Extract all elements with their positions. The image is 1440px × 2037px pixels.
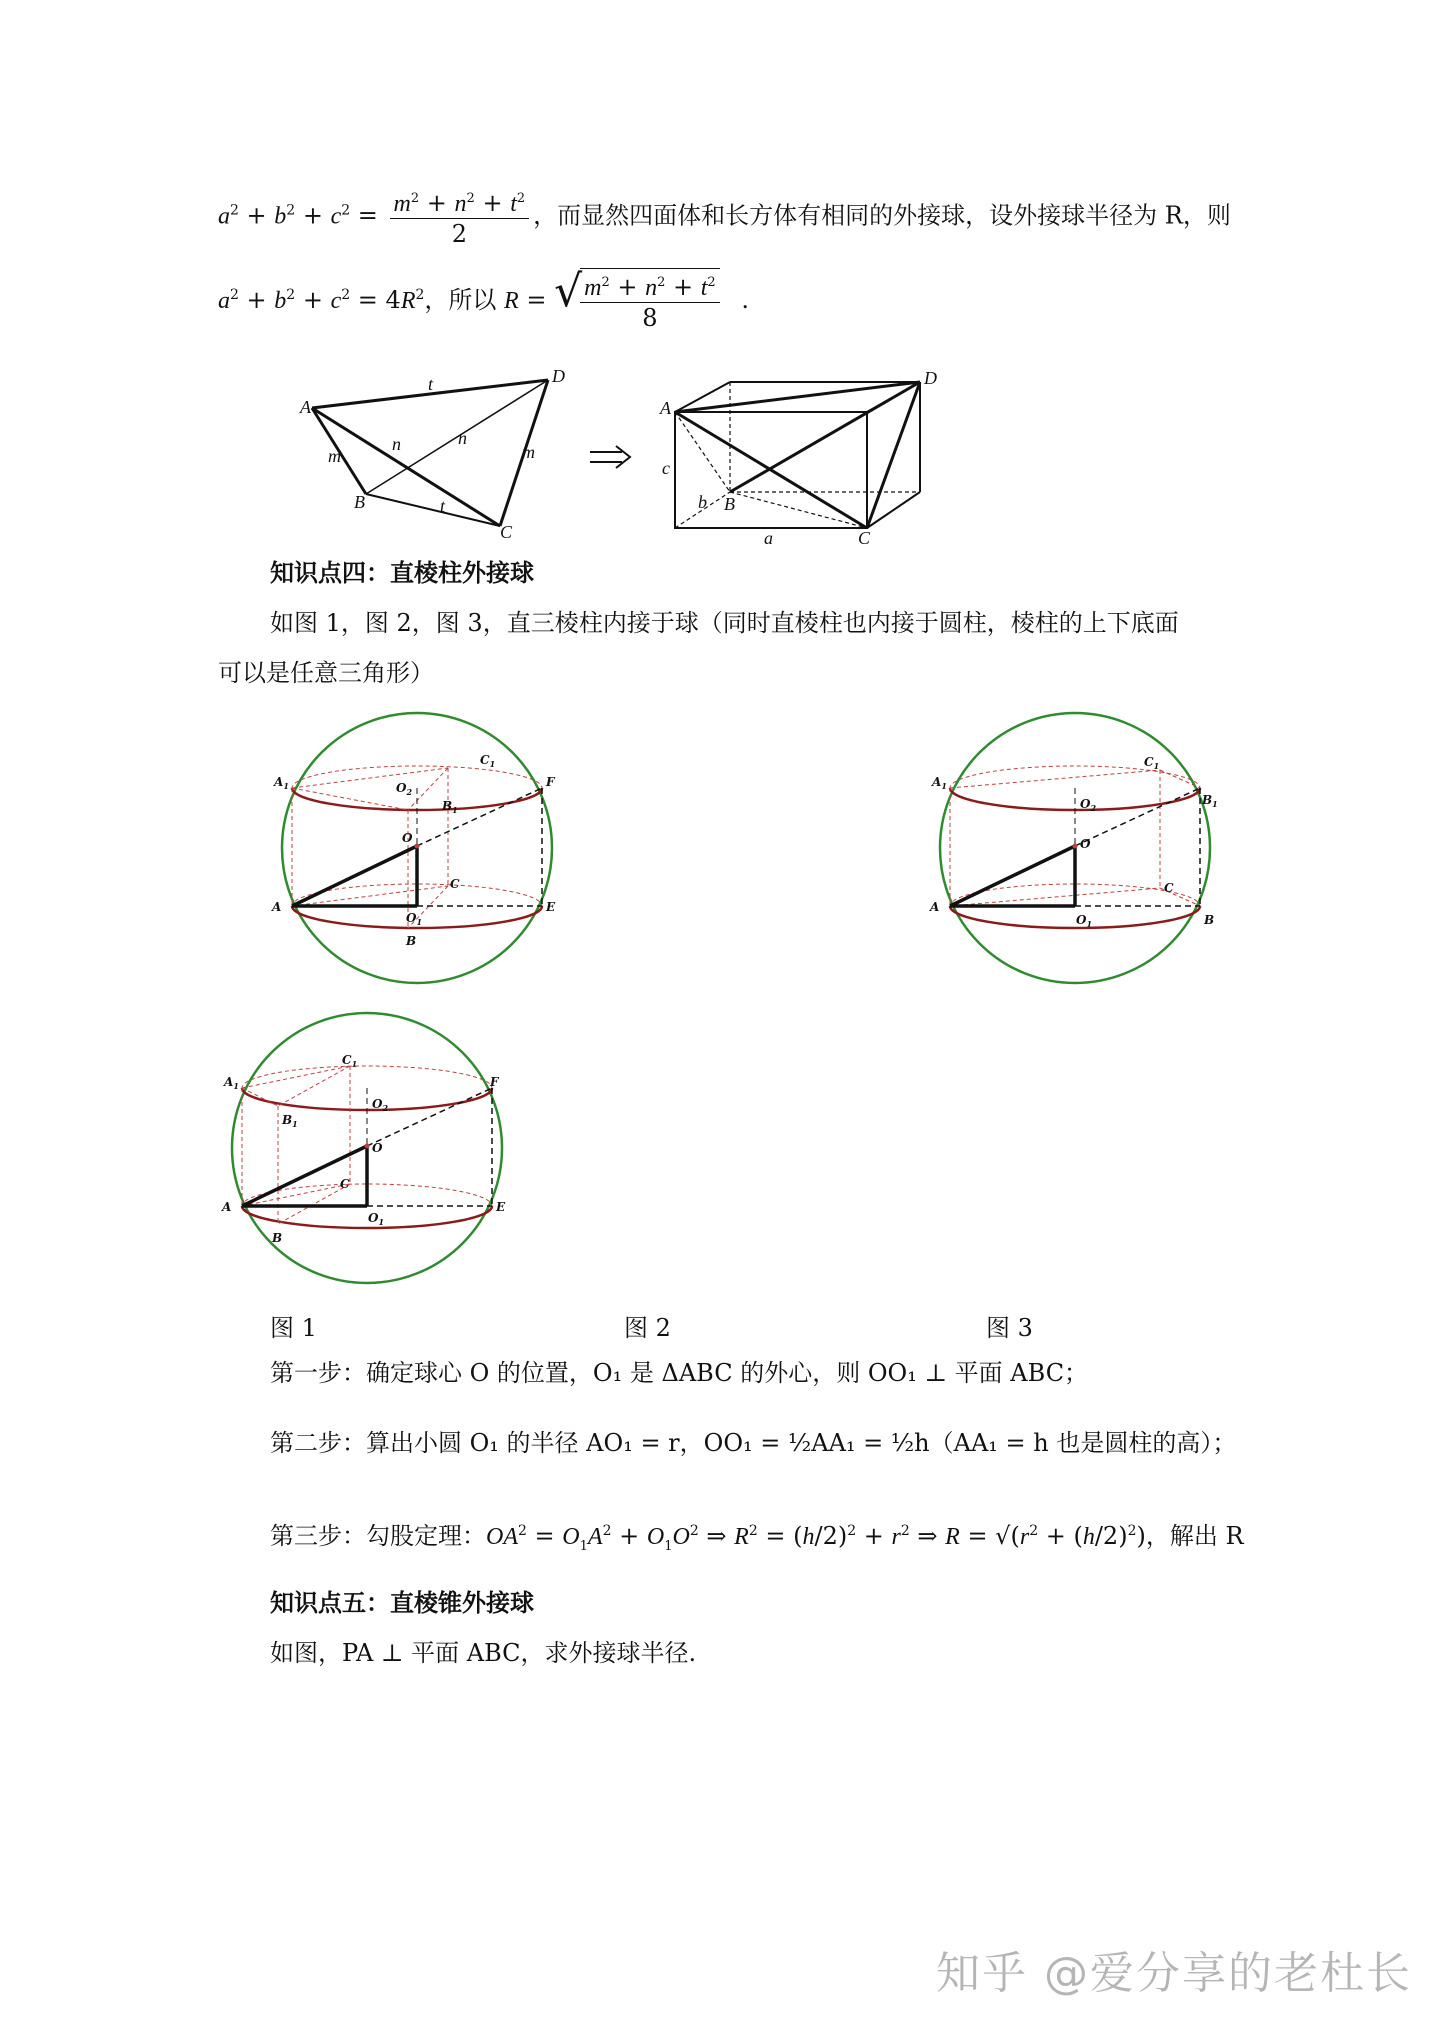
svg-text:A: A (272, 900, 282, 914)
svg-text:A: A (930, 900, 940, 914)
step-3-suffix: ，解出 R (1145, 1522, 1244, 1550)
svg-text:C: C (450, 877, 460, 891)
svg-text:O2: $O_2$ (372, 1097, 389, 1113)
svg-text:O: O (1080, 837, 1091, 851)
svg-text:O1: $O_1$ (1076, 913, 1093, 929)
svg-text:A1: $A_1$ (274, 775, 289, 791)
svg-text:b: b (698, 492, 707, 512)
svg-text:m: m (328, 446, 341, 466)
fig-caption-1: 图 1 (270, 1314, 317, 1342)
svg-text:A: A (660, 398, 671, 418)
fig-caption-3: 图 3 (986, 1314, 1033, 1342)
svg-text:B1: $B_1$ (442, 799, 458, 815)
step-2: 第二步：算出小圆 O₁ 的半径 AO₁ = r，OO₁ = ½AA₁ = ½h（AA₁ = h 也是圆柱的高）； (270, 1429, 1237, 1457)
svg-text:A: A (300, 397, 311, 417)
step-3-prefix: 第三步：勾股定理： (270, 1522, 486, 1550)
svg-text:B: B (272, 1231, 283, 1245)
svg-text:C: C (340, 1177, 350, 1191)
svg-text:A1: $A_1$ (224, 1075, 239, 1091)
svg-text:F: F (490, 1075, 499, 1089)
box-figure (660, 362, 960, 548)
sphere-figure-1 (270, 708, 560, 988)
formula-line-2-text: ，所以 (424, 286, 497, 314)
svg-text:C1: $C_1$ (480, 753, 496, 769)
svg-text:E: E (496, 1200, 506, 1214)
watermark: 知乎 @爱分享的老杜长 (936, 1948, 1412, 1999)
svg-text:C: C (1164, 881, 1174, 895)
svg-text:O: O (402, 831, 413, 845)
section-4-title: 知识点四：直棱柱外接球 (270, 558, 534, 587)
svg-text:O: O (372, 1141, 383, 1155)
step-3: 第三步：勾股定理：$OA^2 = O_1A^2 + O_1O^2$ ⇒ $R^2 = (h/2)^2 + r^2$ ⇒ $R = √(r^2 + (h/2)^2)$，解出 R (270, 1522, 1244, 1554)
svg-text:t: t (428, 374, 434, 394)
step-1: 第一步：确定球心 O 的位置，O₁ 是 ΔABC 的外心，则 OO₁ ⊥ 平面 ABC； (270, 1359, 1089, 1387)
sphere-figure-2 (928, 708, 1218, 988)
svg-text:E: E (546, 900, 556, 914)
svg-text:m: m (522, 442, 535, 462)
svg-text:C: C (500, 522, 513, 542)
formula-line-1-text: ，而显然四面体和长方体有相同的外接球，设外接球半径为 R，则 (533, 201, 1231, 230)
svg-text:D: D (924, 368, 937, 388)
svg-text:F: F (546, 775, 555, 789)
svg-text:O1: $O_1$ (406, 911, 423, 927)
sphere-figure-3 (220, 1008, 510, 1288)
svg-text:A1: $A_1$ (932, 775, 947, 791)
section-5-para: 如图，PA ⊥ 平面 ABC，求外接球半径. (270, 1639, 697, 1667)
formula-line-2: $a^2 + b^2 + c^2 = 4R^2$，所以 R = √ $\frac{m^2 + n^2 + t^2}{8}$ . (218, 266, 749, 332)
svg-text:C1: $C_1$ (342, 1053, 358, 1069)
svg-text:A: A (222, 1200, 232, 1214)
svg-text:a: a (764, 528, 773, 548)
formula-line-1: $a^2 + b^2 + c^2$ = $\frac{m^2 + n^2 + t^2}{2}$ ，而显然四面体和长方体有相同的外接球，设外接球半径为 R，则 (218, 185, 1231, 249)
svg-text:B1: $B_1$ (282, 1113, 298, 1129)
tetrahedron-figure (300, 366, 565, 542)
svg-text:t: t (440, 496, 446, 516)
svg-text:O2: $O_2$ (396, 781, 413, 797)
svg-text:O1: $O_1$ (368, 1211, 385, 1227)
svg-text:c: c (662, 458, 670, 478)
svg-text:n: n (392, 434, 401, 454)
svg-text:O2: $O_2$ (1080, 797, 1097, 813)
svg-text:B1: $B_1$ (1202, 793, 1218, 809)
svg-text:B: B (1204, 913, 1215, 927)
fig-caption-2: 图 2 (624, 1314, 671, 1342)
svg-text:n: n (458, 428, 467, 448)
svg-text:C1: $C_1$ (1144, 755, 1160, 771)
section-5-title: 知识点五：直棱锥外接球 (270, 1588, 534, 1617)
svg-text:B: B (354, 492, 365, 512)
svg-text:B: B (724, 494, 735, 514)
implies-arrow (588, 443, 638, 473)
section-4-para-1: 如图 1，图 2，图 3，直三棱柱内接于球（同时直棱柱也内接于圆柱，棱柱的上下底面 (270, 609, 1179, 637)
svg-text:C: C (858, 528, 871, 548)
svg-text:B: B (406, 934, 417, 948)
svg-text:D: D (552, 366, 565, 386)
section-4-para-2: 可以是任意三角形） (218, 659, 434, 687)
